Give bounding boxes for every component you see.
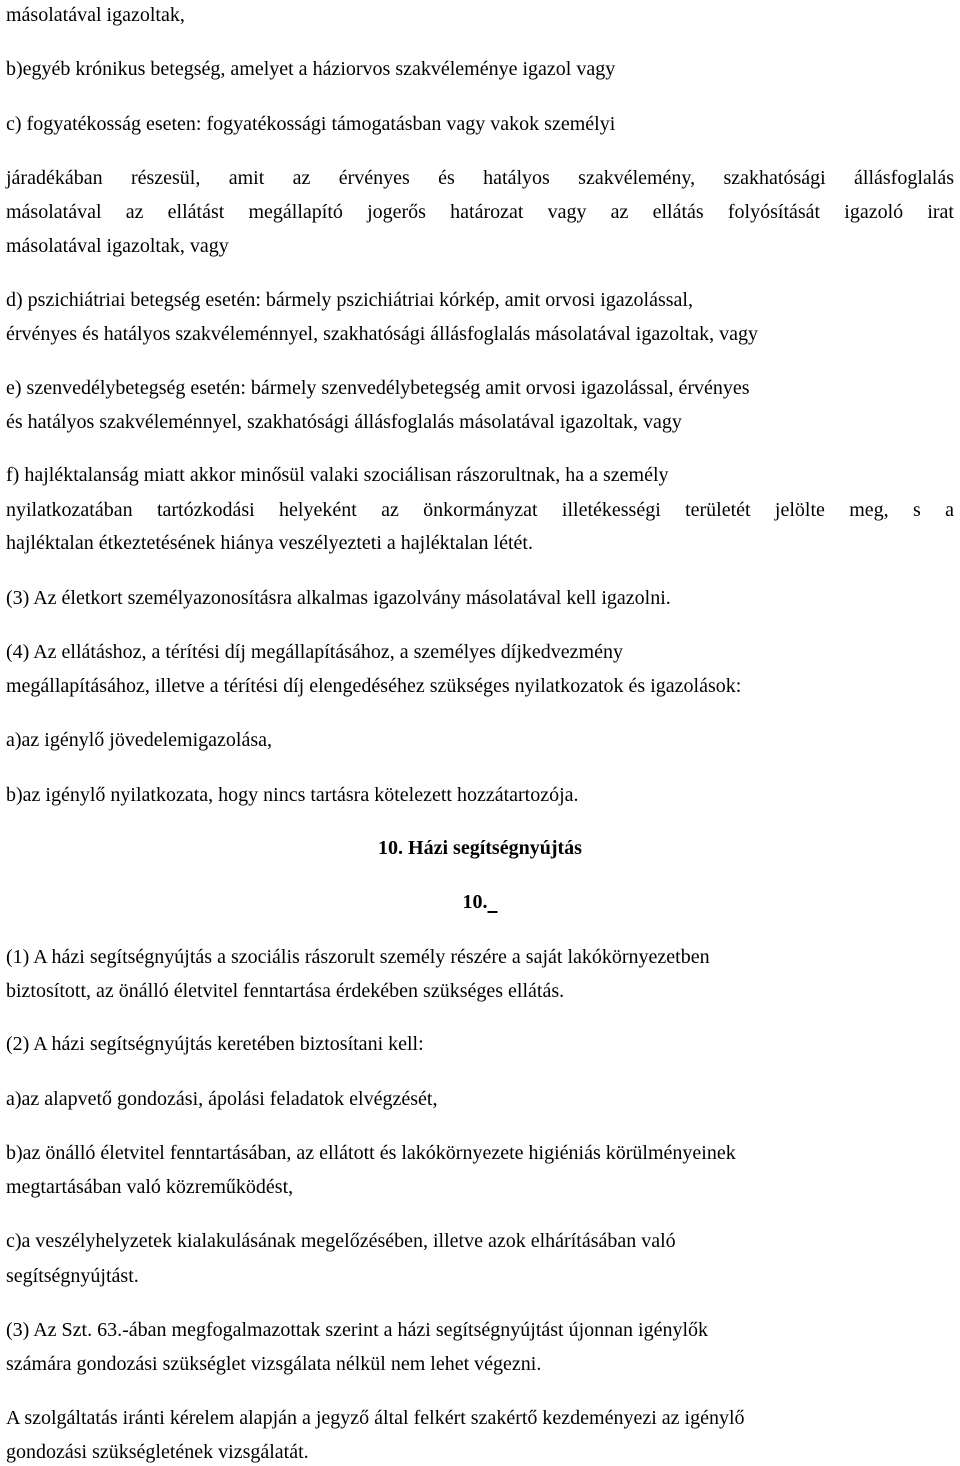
text-line: e) szenvedélybetegség esetén: bármely szenvedélybetegség amit orvosi igazolással, érvényes xyxy=(6,377,750,399)
section-title: 10. Házi segítségnyújtás xyxy=(378,837,582,859)
text-line: (4) Az ellátáshoz, a térítési díj megállapításához, a személyes díjkedvezmény xyxy=(6,641,623,663)
text-line: (1) A házi segítségnyújtás a szociális rászorult személy részére a saját lakókörnyezetben xyxy=(6,946,710,968)
text-line: megállapításához, illetve a térítési díj elengedéséhez szükséges nyilatkozatok és igazolások: xyxy=(6,675,742,697)
section-number-text: 10. xyxy=(462,891,488,913)
text-line: a)az alapvető gondozási, ápolási feladatok elvégzését, xyxy=(6,1088,438,1110)
text-line: biztosított, az önálló életvitel fenntartása érdekében szükséges ellátás. xyxy=(6,980,565,1002)
text-line: b)az igénylő nyilatkozata, hogy nincs tartásra kötelezett hozzátartozója. xyxy=(6,784,579,806)
text-line: másolatával igazoltak, xyxy=(6,4,185,26)
text-line: c)a veszélyhelyzetek kialakulásának megelőzésében, illetve azok elhárításában való xyxy=(6,1230,676,1252)
text-line: c) fogyatékosság eseten: fogyatékossági támogatásban vagy vakok személyi xyxy=(6,113,616,135)
text-line: b)az önálló életvitel fenntartásában, az ellátott és lakókörnyezete higiéniás körülményeinek xyxy=(6,1142,736,1164)
text-line: és hatályos szakvéleménnyel, szakhatósági állásfoglalás másolatával igazoltak, vagy xyxy=(6,411,682,433)
text-line: (3) Az életkort személyazonosításra alkalmas igazolvány másolatával kell igazolni. xyxy=(6,587,671,609)
text-line xyxy=(6,1318,708,1342)
paragraph-ref: (3) Az Szt. 63. xyxy=(6,1319,123,1341)
text-line: másolatával az ellátást megállapító jogerős határozat vagy az ellátás folyósítását igazoló irat xyxy=(6,201,954,223)
paragraph-text: -ában megfogalmazottak szerint a házi segítségnyújtást újonnan igénylők xyxy=(122,1319,709,1341)
text-line: b)egyéb krónikus betegség, amelyet a háziorvos szakvéleménye igazol vagy xyxy=(6,58,616,80)
text-line: számára gondozási szükséglet vizsgálata nélkül nem lehet végezni. xyxy=(6,1353,542,1375)
text-line: gondozási szükségletének vizsgálatát. xyxy=(6,1441,309,1463)
text-line: járadékában részesül, amit az érvényes és hatályos szakvélemény, szakhatósági állásfoglalás xyxy=(6,167,954,189)
text-line: d) pszichiátriai betegség esetén: bármely pszichiátriai kórkép, amit orvosi igazolással, xyxy=(6,289,693,311)
text-line: megtartásában való közreműködést, xyxy=(6,1176,294,1198)
text-line: hajléktalan étkeztetésének hiánya veszélyezteti a hajléktalan létét. xyxy=(6,532,533,554)
section-number xyxy=(0,890,960,914)
text-line: másolatával igazoltak, vagy xyxy=(6,235,229,257)
text-line: f) hajléktalanság miatt akkor minősül valaki szociálisan rászorultnak, ha a személy xyxy=(6,464,669,486)
text-line: segítségnyújtást. xyxy=(6,1265,139,1287)
section-sign-underline xyxy=(488,891,498,913)
text-line: a)az igénylő jövedelemigazolása, xyxy=(6,729,272,751)
text-line: érvényes és hatályos szakvéleménnyel, szakhatósági állásfoglalás másolatával igazoltak, vagy xyxy=(6,323,758,345)
text-line: (2) A házi segítségnyújtás keretében biztosítani kell: xyxy=(6,1033,424,1055)
text-line: nyilatkozatában tartózkodási helyeként az önkormányzat illetékességi területét jelölte meg, s a xyxy=(6,499,954,521)
text-line: A szolgáltatás iránti kérelem alapján a jegyző által felkért szakértő kezdeményezi az igénylő xyxy=(6,1407,745,1429)
